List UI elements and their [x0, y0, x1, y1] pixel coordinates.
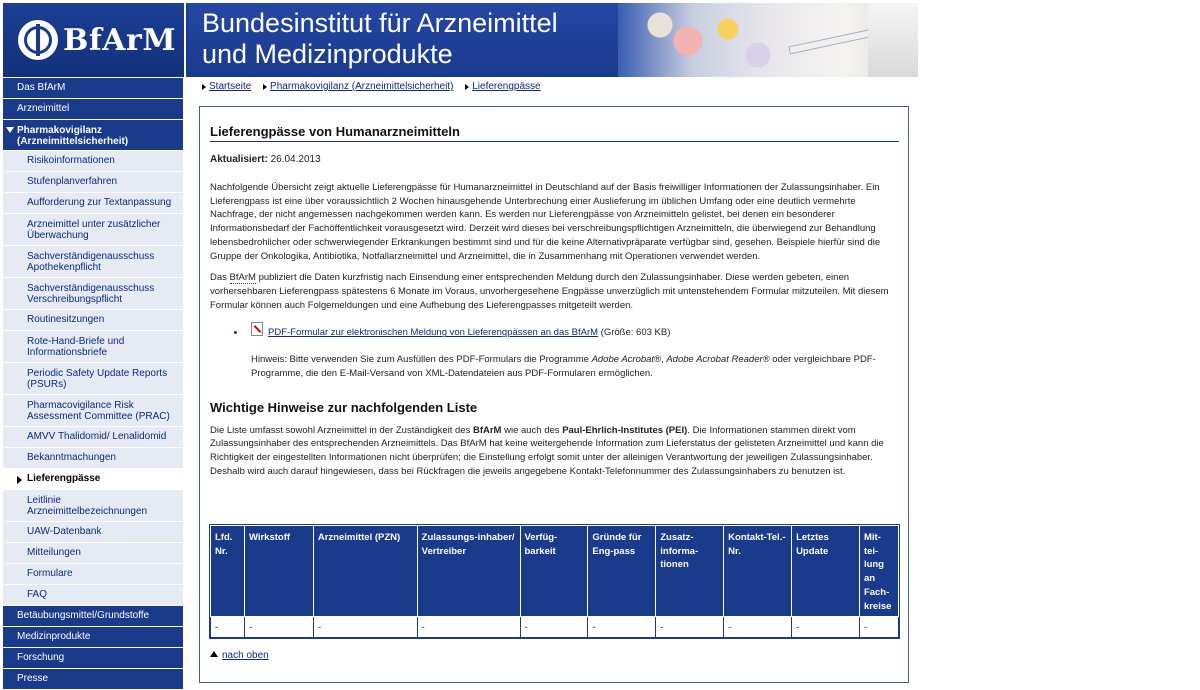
site-title-line1: Bundesinstitut für Arzneimittel [202, 8, 558, 38]
arrow-right-icon [465, 84, 469, 90]
sidebar-item-mitteilungen[interactable]: Mitteilungen [3, 543, 183, 564]
triangle-down-icon [6, 127, 14, 133]
sidebar-item-apothekenpflicht[interactable]: Sachverständigenausschuss Apothekenpflicht [3, 246, 183, 278]
sidebar-item-faq[interactable]: FAQ [3, 585, 183, 606]
bullet-icon [234, 331, 237, 334]
para2-text-b: publiziert die Daten kurzfristig nach Einsendung einer entsprechenden Meldung durch den Zulassungsinhaber. Diese werden gebeten, einen vorhersehbaren Lieferengpass spätestens 6 Monate im Voraus, unvorhergesehene Engpässe unverzüglich mit untenstehendem Formular mitzuteilen. Mit diesem Formular können auch Folgemeldungen und eine Aufhebung des Lieferengpasses mitgeteilt werden. [210, 272, 889, 311]
col-header-letztes-update: Letztes Update [792, 526, 860, 617]
pdf-file-icon [251, 322, 263, 336]
triangle-right-icon [17, 476, 22, 484]
col-header-lfd-nr: Lfd. Nr. [211, 526, 245, 617]
para3-bfarm: BfArM [472, 424, 502, 436]
hint-app2: Adobe Acrobat Reader® [666, 354, 770, 366]
back-to-top-link[interactable]: nach oben [222, 650, 269, 661]
table-cell: - [792, 617, 860, 638]
intro-paragraph: Nachfolgende Übersicht zeigt aktuelle Lieferengpässe für Humanarzneimittel in Deutschland auf der Basis freiwilliger Informationen der Zulassungsinhaber. Ein Lieferengpass ist eine über voraussichtlich 2 Wochen hinausgehende Unterbrechung einer Auslieferung im üblichen Umfang oder eine deutlich vermehrte Nachfrage, der nicht angemessen nachgekommen werden kann. Es werden nur Lieferengpässe von Arzneimitteln gelistet, bei denen ein besonderer Informationsbedarf der Fachöffentlichkeit vorausgesetzt wird. Derzeit wird dieses bei verschreibungspflichtigen Arzneimitteln, die überwiegend zur Behandlung lebensbedrohlicher oder schwerwiegender Erkrankungen bestimmt sind und für die keine Alternativpräparate verfügbar sind, gesehen. Beispiele hierfür sind die Gruppe der Onkologika, Antibiotika, Notfallarzneimittel und Arzneimittel, die in Zusammenhang mit Operationen verwendet werden. [210, 182, 881, 262]
sidebar-item-lieferengpaesse[interactable] [3, 469, 183, 490]
header-banner [3, 3, 918, 77]
page-title: Lieferengpässe von Humanarzneimitteln [210, 124, 899, 142]
sidebar-item-textanpassung[interactable]: Aufforderung zur Textanpassung [3, 193, 183, 214]
sidebar-item-bekanntmachungen[interactable]: Bekanntmachungen [3, 448, 183, 469]
table-cell: - [211, 617, 245, 638]
nav-betaeubungsmittel[interactable]: Betäubungsmittel/Grundstoffe [3, 606, 183, 626]
sidebar-item-zusaetzliche-ueberwachung[interactable]: Arzneimittel unter zusätzlicher Überwachung [3, 214, 183, 246]
col-header-gruende: Gründe für Eng-pass [588, 526, 656, 617]
nav-forschung[interactable]: Forschung [3, 648, 183, 668]
para3-text-a: Die Liste umfasst sowohl Arzneimittel in der Zuständigkeit des [210, 424, 473, 436]
content-body [210, 124, 899, 479]
breadcrumb-label: Pharmakovigilanz (Arzneimittelsicherheit) [270, 81, 454, 92]
breadcrumb-startseite[interactable] [202, 81, 251, 92]
para2-text-a: Das [210, 272, 230, 284]
nav-medizinprodukte[interactable]: Medizinprodukte [3, 627, 183, 647]
table-row [211, 617, 899, 638]
table-cell: - [417, 617, 520, 638]
arrow-up-icon [210, 651, 218, 657]
table-cell: - [588, 617, 656, 638]
sidebar-item-stufenplanverfahren[interactable]: Stufenplanverfahren [3, 172, 183, 193]
main-content [199, 106, 909, 683]
site-title-line2: und Medizinprodukte [202, 39, 453, 69]
hint-text-b: oder vergleichbare PDF-Programme, die den E-Mail-Versand von XML-Datendateien aus PDF-Formularen ermöglichen. [251, 354, 876, 380]
bfarm-abbr: BfArM [229, 272, 256, 284]
table-header-row [211, 526, 899, 617]
nav-presse[interactable]: Presse [3, 669, 183, 689]
arrow-right-icon [263, 84, 267, 90]
table-cell: - [656, 617, 724, 638]
hint-text-a: Hinweis: Bitte verwenden Sie zum Ausfüllen des PDF-Formulars die Programme [251, 354, 592, 366]
bfarm-logo[interactable] [3, 3, 186, 77]
pdf-size: (Größe: 603 KB) [600, 327, 671, 339]
logo-text: BfArM [63, 23, 177, 58]
updated-label: Aktualisiert: [210, 154, 268, 165]
hint-paragraph [251, 353, 899, 380]
sidebar-item-lieferengpaesse-label: Lieferengpässe [27, 473, 101, 484]
pdf-form-link[interactable]: PDF-Formular zur elektronischen Meldung von Lieferengpässen an das BfArM [268, 327, 599, 339]
sidebar-item-psurs[interactable]: Periodic Safety Update Reports (PSURs) [3, 363, 183, 395]
col-header-zulassungsinhaber: Zulassungs-inhaber/ Vertreiber [417, 526, 520, 617]
publication-paragraph [210, 271, 899, 312]
breadcrumb-pharmakovigilanz[interactable] [263, 81, 453, 92]
sidebar-item-verschreibungspflicht[interactable]: Sachverständigenausschuss Verschreibungspflicht [3, 278, 183, 310]
updated-date: 26.04.2013 [270, 154, 321, 165]
nav-pharmakovigilanz[interactable] [3, 120, 183, 150]
para3-text-b: wie auch des [501, 424, 563, 436]
pdf-list-item [210, 326, 899, 339]
shortage-table [210, 525, 899, 638]
table-cell: - [520, 617, 588, 638]
col-header-mitteilung: Mit-tei-lung an Fach-kreise [859, 526, 898, 617]
breadcrumb [202, 81, 550, 92]
col-header-wirkstoff: Wirkstoff [244, 526, 313, 617]
breadcrumb-label: Lieferengpässe [472, 81, 541, 92]
sidebar-item-risikoinformationen[interactable]: Risikoinformationen [3, 151, 183, 172]
nav-das-bfarm[interactable]: Das BfArM [3, 78, 183, 98]
sidebar-item-formulare[interactable]: Formulare [3, 564, 183, 585]
nav-pharmakovigilanz-label: Pharmakovigilanz (Arzneimittelsicherheit) [17, 125, 129, 147]
sidebar-item-rote-hand-briefe[interactable]: Rote-Hand-Briefe und Informationsbriefe [3, 331, 183, 363]
sidebar-item-amvv[interactable]: AMVV Thalidomid/ Lenalidomid [3, 427, 183, 448]
breadcrumb-label: Startseite [209, 81, 252, 92]
header-photo [618, 3, 918, 77]
col-header-kontakt: Kontakt-Tel.-Nr. [724, 526, 792, 617]
arrow-right-icon [202, 84, 206, 90]
col-header-verfuegbarkeit: Verfüg-barkeit [520, 526, 588, 617]
sidebar-item-uaw-datenbank[interactable]: UAW-Datenbank [3, 522, 183, 543]
nav-arzneimittel[interactable]: Arzneimittel [3, 99, 183, 119]
sidebar-item-routinesitzungen[interactable]: Routinesitzungen [3, 310, 183, 331]
table-cell: - [859, 617, 898, 638]
notes-paragraph [210, 424, 899, 479]
section-title: Wichtige Hinweise zur nachfolgenden Liste [210, 399, 478, 415]
sidebar-item-leitlinie[interactable]: Leitlinie Arzneimittelbezeichnungen [3, 490, 183, 522]
caduceus-icon [18, 20, 58, 60]
hint-sep: , [661, 354, 667, 366]
para3-pei: Paul-Ehrlich-Institutes (PEI) [562, 424, 688, 436]
para3-text-c: . Die Informationen stammen direkt vom Zulassungsinhaber des entsprechenden Arzneimittels. Das BfArM hat keine weitergehende Information zum Lieferstatus der gelisteten Arzneimittel und kann die Richtigkeit der eingestellten Informationen nicht überprüfen; die Einstellung erfolgt somit unter der alleinigen Verantwortung der jeweiligen Zulassungsinhaber. Deshalb wird auch darauf hingewiesen, dass bei Rückfragen die jeweils angegebene Kontakt-Telefonnummer des Zulassungsinhabers zu benutzen ist. [210, 424, 884, 477]
updated-line [210, 154, 899, 165]
col-header-arzneimittel: Arzneimittel (PZN) [313, 526, 417, 617]
table-cell: - [313, 617, 417, 638]
table-cell: - [724, 617, 792, 638]
table-cell: - [244, 617, 313, 638]
breadcrumb-lieferengpaesse[interactable] [465, 81, 540, 92]
site-title [188, 3, 618, 77]
hint-app1: Adobe Acrobat® [591, 354, 662, 366]
back-to-top [210, 650, 269, 661]
sidebar-nav [3, 78, 183, 690]
sidebar-item-prac[interactable]: Pharmacovigilance Risk Assessment Committee (PRAC) [3, 395, 183, 427]
col-header-zusatzinformationen: Zusatz-informa-tionen [656, 526, 724, 617]
